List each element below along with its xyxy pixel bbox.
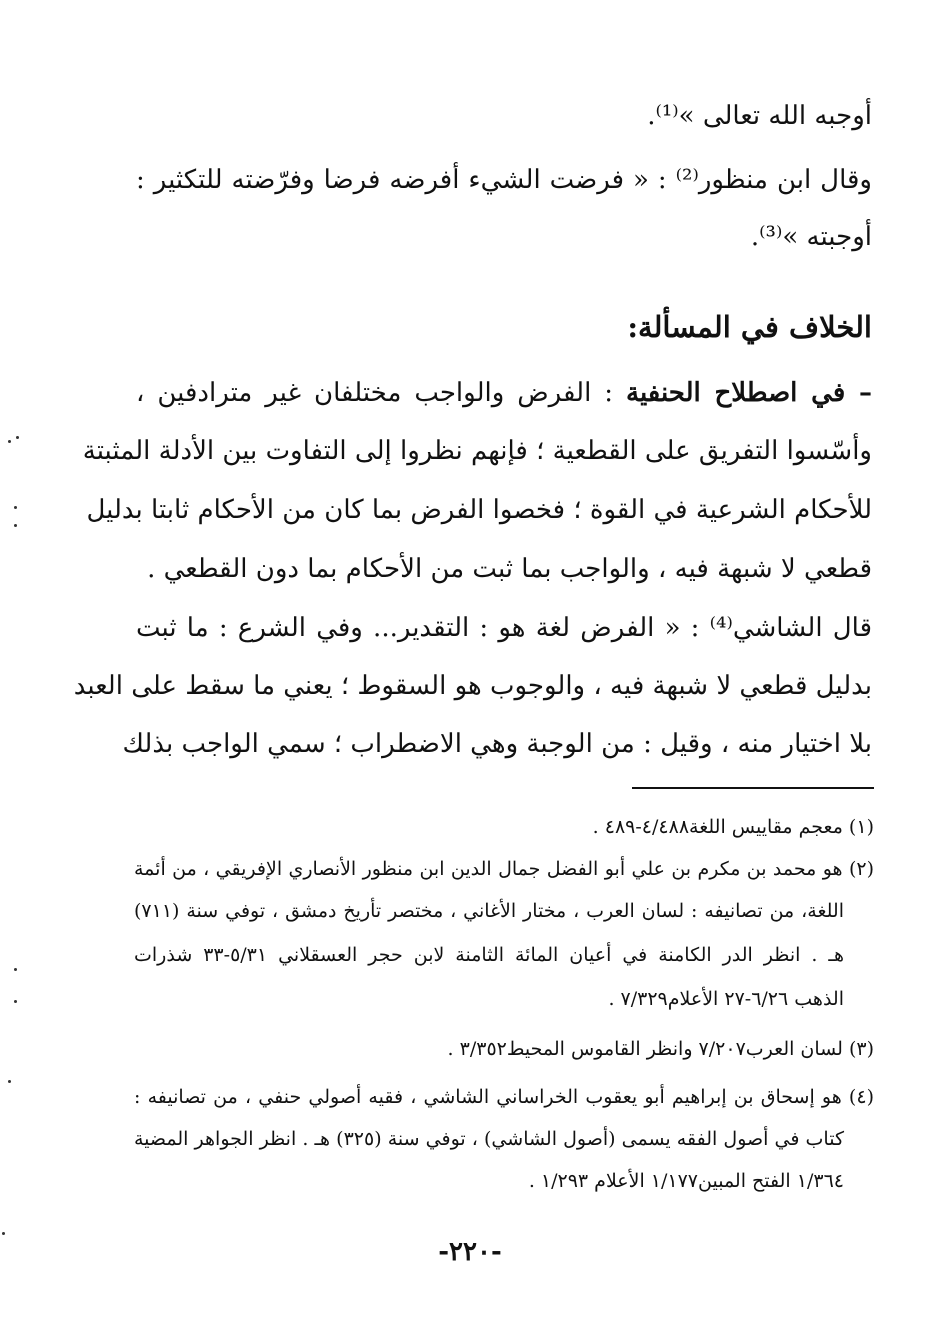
hanafi-lead: – في اصطلاح الحنفية: [626, 378, 872, 408]
body-line-3: أوجبته »⁽³⁾.: [750, 222, 872, 252]
footnote-separator: [632, 787, 874, 789]
footnote-1: (١) معجم مقاييس اللغة٤/٤٨٨-٤٨٩ .: [592, 816, 874, 838]
shashi-line-1: قال الشاشي⁽⁴⁾ : « الفرض لغة هو : التقدير... وفي الشرع : ما ثبت: [136, 613, 873, 643]
hanafi-line-1-rest: : الفرض والواجب مختلفان غير مترادفين ،: [136, 378, 627, 408]
footnote-2-line-3: هـ . انظر الدر الكامنة في أعيان المائة الثامنة لابن حجر العسقلاني ٥/٣١-٣٣ شذرات: [134, 944, 845, 966]
footnote-3: (٣) لسان العرب٧/٢٠٧ وانظر القاموس المحيط٣/٣٥٢ .: [447, 1038, 874, 1060]
scan-speck: [16, 436, 19, 439]
footnote-2-line-1: (٢) هو محمد بن مكرم بن علي أبو الفضل جمال الدين ابن منظور الأنصاري الإفريقي ، من أئمة: [134, 858, 874, 880]
footnote-4-line-3: ١/٣٦٤ الفتح المبين١/١٧٧ الأعلام ١/٢٩٣ .: [528, 1170, 844, 1192]
footnote-2-line-4: الذهب ٦/٢٦-٢٧ الأعلام٧/٣٢٩ .: [608, 988, 844, 1010]
body-line-1: أوجبه الله تعالى »⁽¹⁾.: [647, 101, 872, 131]
hanafi-line-3: للأحكام الشرعية في القوة ؛ فخصوا الفرض بما كان من الأحكام ثابتا بدليل: [86, 495, 872, 525]
hanafi-line-1: [136, 373, 872, 413]
section-heading: الخلاف في المسألة:: [627, 310, 872, 344]
hanafi-line-2: وأسّسوا التفريق على القطعية ؛ فإنهم نظروا إلى التفاوت بين الأدلة المثبتة: [82, 436, 872, 466]
footnote-2-line-2: اللغة، من تصانيفه : لسان العرب ، مختار الأغاني ، مختصر تأريخ دمشق ، توفي سنة (٧١١): [134, 900, 844, 922]
hanafi-line-4: قطعي لا شبهة فيه ، والواجب بما ثبت من الأحكام بما دون القطعي .: [147, 554, 872, 584]
body-line-2: وقال ابن منظور⁽²⁾ : « فرضت الشيء أفرضه فرضا وفرّضته للتكثير :: [136, 165, 872, 195]
scan-speck: [2, 1232, 5, 1235]
scan-speck: [14, 1000, 17, 1003]
shashi-line-3: بلا اختيار منه ، وقيل : من الوجبة وهي الاضطراب ؛ سمي الواجب بذلك: [122, 729, 872, 759]
scan-speck: [14, 968, 17, 971]
page-number: -٢٢٠-: [438, 1237, 502, 1267]
footnote-4-line-2: كتاب في أصول الفقه يسمى (أصول الشاشي) ، توفي سنة (٣٢٥) هـ . انظر الجواهر المضية: [134, 1128, 844, 1150]
scan-speck: [8, 440, 11, 443]
scan-speck: [8, 1080, 11, 1083]
scan-speck: [14, 524, 17, 527]
shashi-line-2: بدليل قطعي لا شبهة فيه ، والوجوب هو السقوط ؛ يعني ما سقط على العبد: [73, 671, 872, 701]
scan-speck: [14, 506, 17, 509]
footnote-4-line-1: (٤) هو إسحاق بن إبراهيم أبو يعقوب الخراساني الشاشي ، فقيه أصولي حنفي ، من تصانيفه :: [134, 1086, 874, 1108]
